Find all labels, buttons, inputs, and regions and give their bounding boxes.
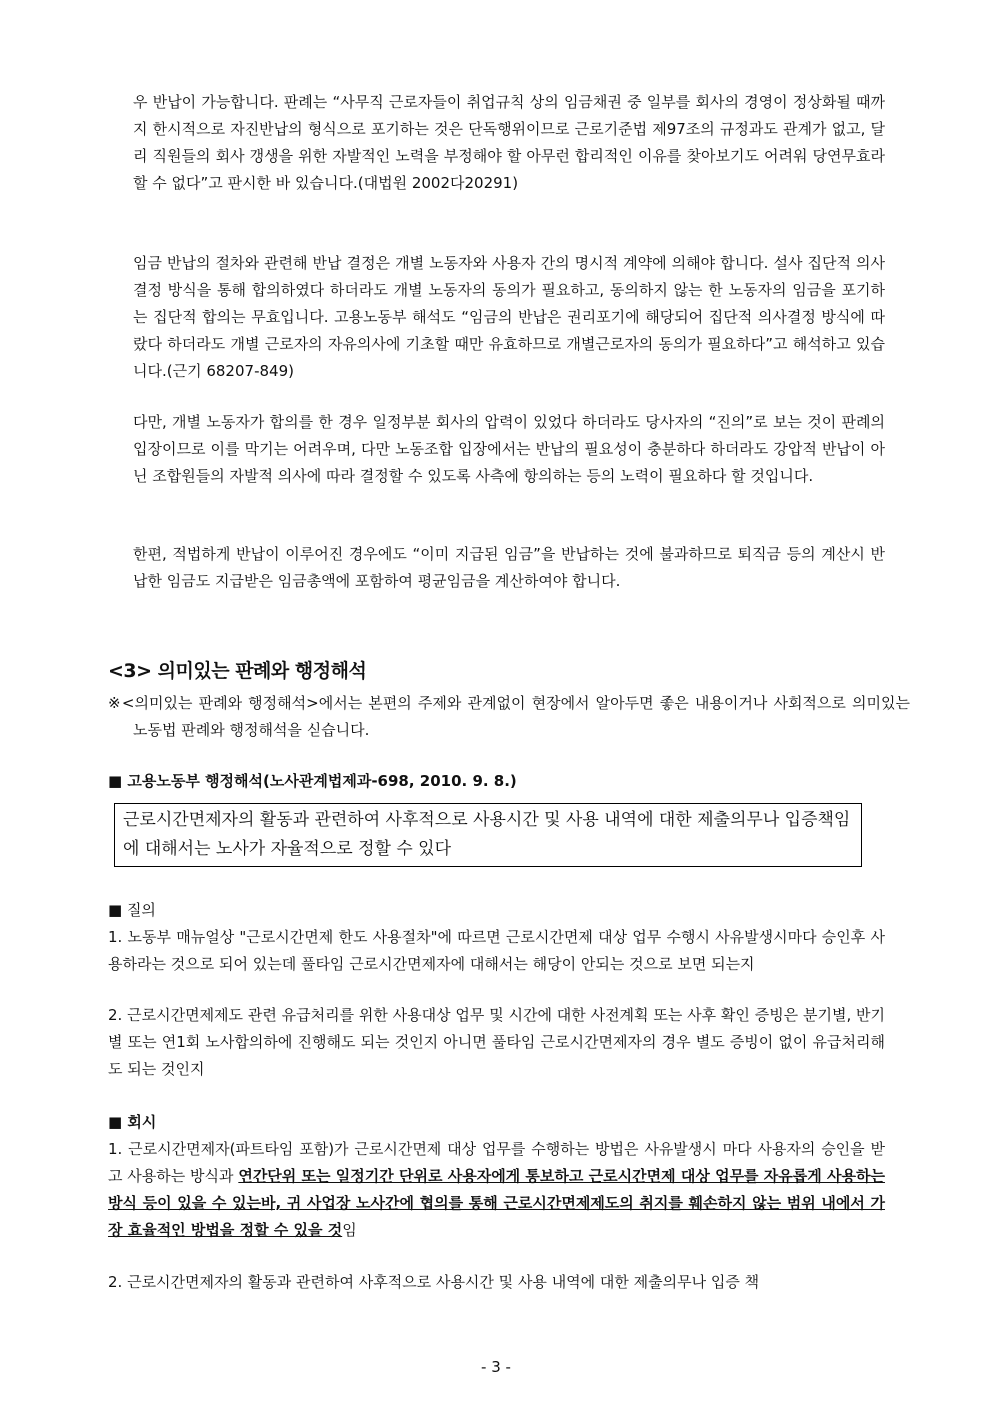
reply-item-1-underlined: 연간단위 또는 일정기간 단위로 사용자에게 통보하고 근로시간면제 대상 업무를 자유롭게 사용하는 방식 등이 있을 수 있는바, 귀 사업장 노사간에 협의를 통해 근로시간면제제도의 취지를 훼손하지 않는 범위 내에서 가장 효율적인 방법을 정할 수 있을 것 [108,1167,885,1239]
paragraph-return-procedure: 임금 반납의 절차와 관련해 반납 결정은 개별 노동자와 사용자 간의 명시적 계약에 의해야 합니다. 설사 집단적 의사결정 방식을 통해 합의하였다 하더라도 개별 노동자의 동의가 필요하고, 동의하지 않는 한 노동자의 임금을 포기하는 집단적 합의는 무효입니다. 고용노동부 해석도 “임금의 반납은 권리포기에 해당되어 집단적 의사결정 방식에 따랐다 하더라도 개별 근로자의 자유의사에 기초할 때만 유효하므로 개별근로자의 동의가 필요하다”고 해석하고 있습니다.(근기 68207-849) [133,254,885,380]
paragraph-supreme-court-ruling: 우 반납이 가능합니다. 판례는 “사무직 근로자들이 취업규칙 상의 임금채권 중 일부를 회사의 경영이 정상화될 때까지 한시적으로 자진반납의 형식으로 포기하는 것은 단독행위이므로 근로기준법 제97조의 규정과도 관계가 없고, 달리 직원들의 회사 갱생을 위한 자발적인 노력을 부정해야 할 아무런 합리적인 이유를 찾아보기도 어려워 당연무효라 할 수 없다”고 판시한 바 있습니다.(대법원 2002다20291) [133,93,885,192]
section-note: ※<의미있는 판례와 행정해석>에서는 본편의 주제와 관계없이 현장에서 알아두면 좋은 내용이거나 사회적으로 의미있는 노동법 판례와 행정해석을 싣습니다. [108,694,910,739]
reply-item-1 [108,1136,885,1244]
reply-item-1-text: 1. 근로시간면제자(파트타임 포함)가 근로시간면제 대상 업무를 수행하는 방법은 사유발생시 마다 사용자의 승인을 받고 사용하는 방식과 [108,1140,885,1185]
ruling-summary-box: 근로시간면제자의 활동과 관련하여 사후적으로 사용시간 및 사용 내역에 대한 제출의무나 입증책임에 대해서는 노사가 자율적으로 정할 수 있다 [114,803,862,867]
paragraph-severance-calculation: 한편, 적법하게 반납이 이루어진 경우에도 “이미 지급된 임금”을 반납하는 것에 불과하므로 퇴직금 등의 계산시 반납한 임금도 지급받은 임금총액에 포함하여 평균임금을 계산하여야 합니다. [133,545,885,590]
reply-label: ■ 회시 [108,1113,157,1131]
section-heading: <3> 의미있는 판례와 행정해석 [108,660,367,682]
ruling-title: ■ 고용노동부 행정해석(노사관계법제과-698, 2010. 9. 8.) [108,772,517,790]
inquiry-label: ■ 질의 [108,901,156,919]
page-number: - 3 - [481,1358,511,1376]
paragraph-individual-agreement: 다만, 개별 노동자가 합의를 한 경우 일정부분 회사의 압력이 있었다 하더라도 당사자의 “진의”로 보는 것이 판례의 입장이므로 이를 막기는 어려우며, 다만 노동조합 입장에서는 반납의 필요성이 충분하다 하더라도 강압적 반납이 아닌 조합원들의 자발적 의사에 따라 결정할 수 있도록 사측에 항의하는 등의 노력이 필요하다 할 것입니다. [133,413,885,485]
reply-item-1-tail: 임 [342,1221,357,1239]
reply-item-2: 2. 근로시간면제자의 활동과 관련하여 사후적으로 사용시간 및 사용 내역에 대한 제출의무나 입증 책 [108,1273,760,1291]
inquiry-item-2: 2. 근로시간면제제도 관련 유급처리를 위한 사용대상 업무 및 시간에 대한 사전계획 또는 사후 확인 증빙은 분기별, 반기별 또는 연1회 노사합의하에 진행해도 되는 것인지 아니면 풀타임 근로시간면제자의 경우 별도 증빙이 없이 유급처리해도 되는 것인지 [108,1006,885,1078]
inquiry-item-1: 1. 노동부 매뉴얼상 "근로시간면제 한도 사용절차"에 따르면 근로시간면제 대상 업무 수행시 사유발생시마다 승인후 사용하라는 것으로 되어 있는데 풀타임 근로시간면제자에 대해서는 해당이 안되는 것으로 보면 되는지 [108,928,885,973]
